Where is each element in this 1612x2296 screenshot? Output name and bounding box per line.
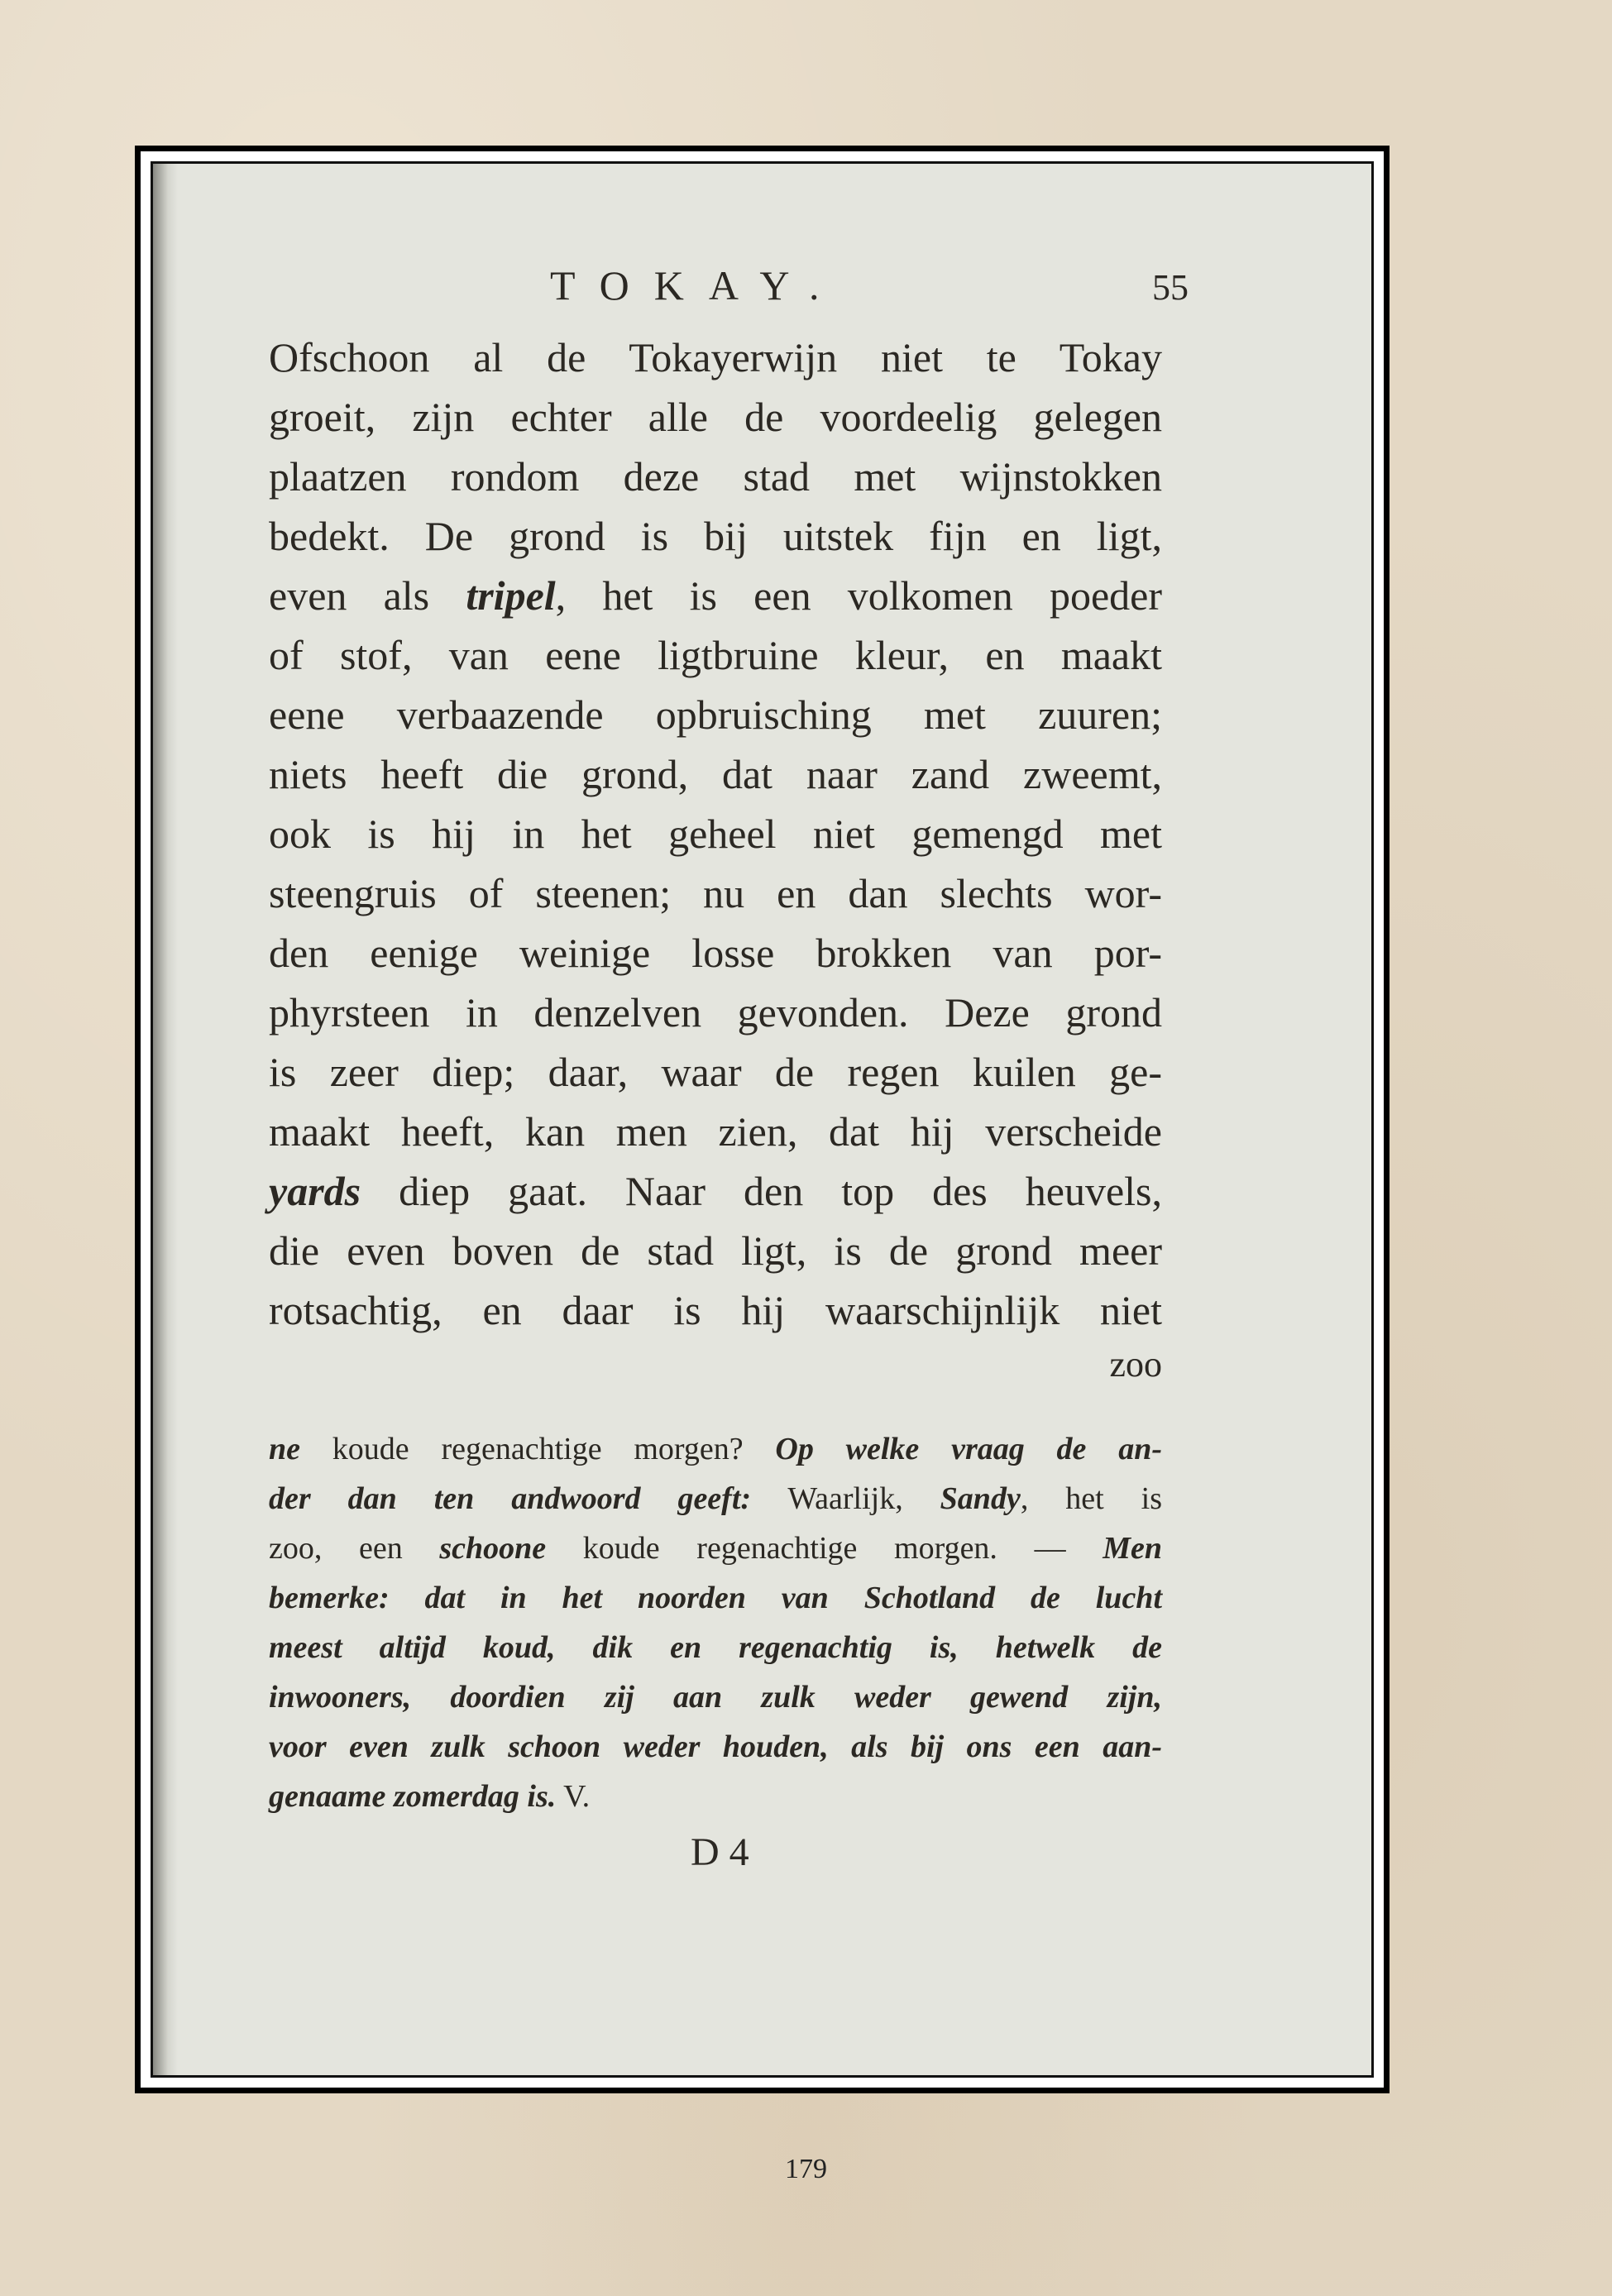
body-text-line: ook is hij in het geheel niet gemengd met [269,811,1162,857]
body-text-line: steengruis of steenen; nu en dan slechts wor- [269,870,1162,916]
body-text-line: Ofschoon al de Tokayerwijn niet te Tokay [269,334,1162,380]
folio-number: 179 [785,2154,827,2184]
page-number: 55 [1152,267,1189,308]
body-text-line: is zeer diep; daar, waar de regen kuilen ge- [269,1049,1162,1095]
footnote-line: zoo, een schoone koude regenachtige morgen. — Men [269,1531,1162,1566]
body-text-line: den eenige weinige losse brokken van por- [269,930,1162,976]
body-text-line: die even boven de stad ligt, is de grond meer [269,1227,1162,1274]
footnote-line: inwooners, doordien zij aan zulk weder gewend zijn, [269,1680,1162,1715]
footnote-line: ne koude regenachtige morgen? Op welke vraag de an- [269,1432,1162,1466]
body-text-line: plaatzen rondom deze stad met wijnstokken [269,453,1162,500]
body-text-line: eene verbaazende opbruisching met zuuren; [269,691,1162,738]
footnote-line: genaame zomerdag is. V. [269,1779,591,1814]
running-title: TOKAY. [550,262,844,309]
scanned-page [151,161,1374,2078]
page-frame [135,146,1390,2093]
signature-mark: D 4 [691,1830,749,1874]
body-text-line: yards diep gaat. Naar den top des heuvels, [269,1168,1162,1214]
page-content [269,261,1189,1887]
footnote [269,1424,1162,1821]
body-text-line: bedekt. De grond is bij uitstek fijn en ligt, [269,513,1162,559]
body-text-line: phyrsteen in denzelven gevonden. Deze grond [269,989,1162,1036]
catchword: zoo [1109,1344,1162,1385]
body-text [269,328,1162,1340]
footnote-line: bemerke: dat in het noorden van Schotland de lucht [269,1581,1162,1615]
body-text-line: of stof, van eene ligtbruine kleur, en maakt [269,632,1162,678]
footnote-line: der dan ten andwoord geeft: Waarlijk, Sandy, het is [269,1481,1162,1516]
body-text-line: even als tripel, het is een volkomen poeder [269,572,1162,619]
footnote-line: meest altijd koud, dik en regenachtig is, hetwelk de [269,1630,1162,1665]
body-text-line: rotsachtig, en daar is hij waarschijnlijk niet [269,1287,1162,1333]
body-text-line: groeit, zijn echter alle de voordeelig gelegen [269,394,1162,440]
running-head [269,261,1189,328]
footnote-line: voor even zulk schoon weder houden, als bij ons een aan- [269,1729,1162,1764]
gutter-shadow [153,164,178,2075]
body-text-line: maakt heeft, kan men zien, dat hij verscheide [269,1108,1162,1155]
body-text-line: niets heeft die grond, dat naar zand zweemt, [269,751,1162,797]
